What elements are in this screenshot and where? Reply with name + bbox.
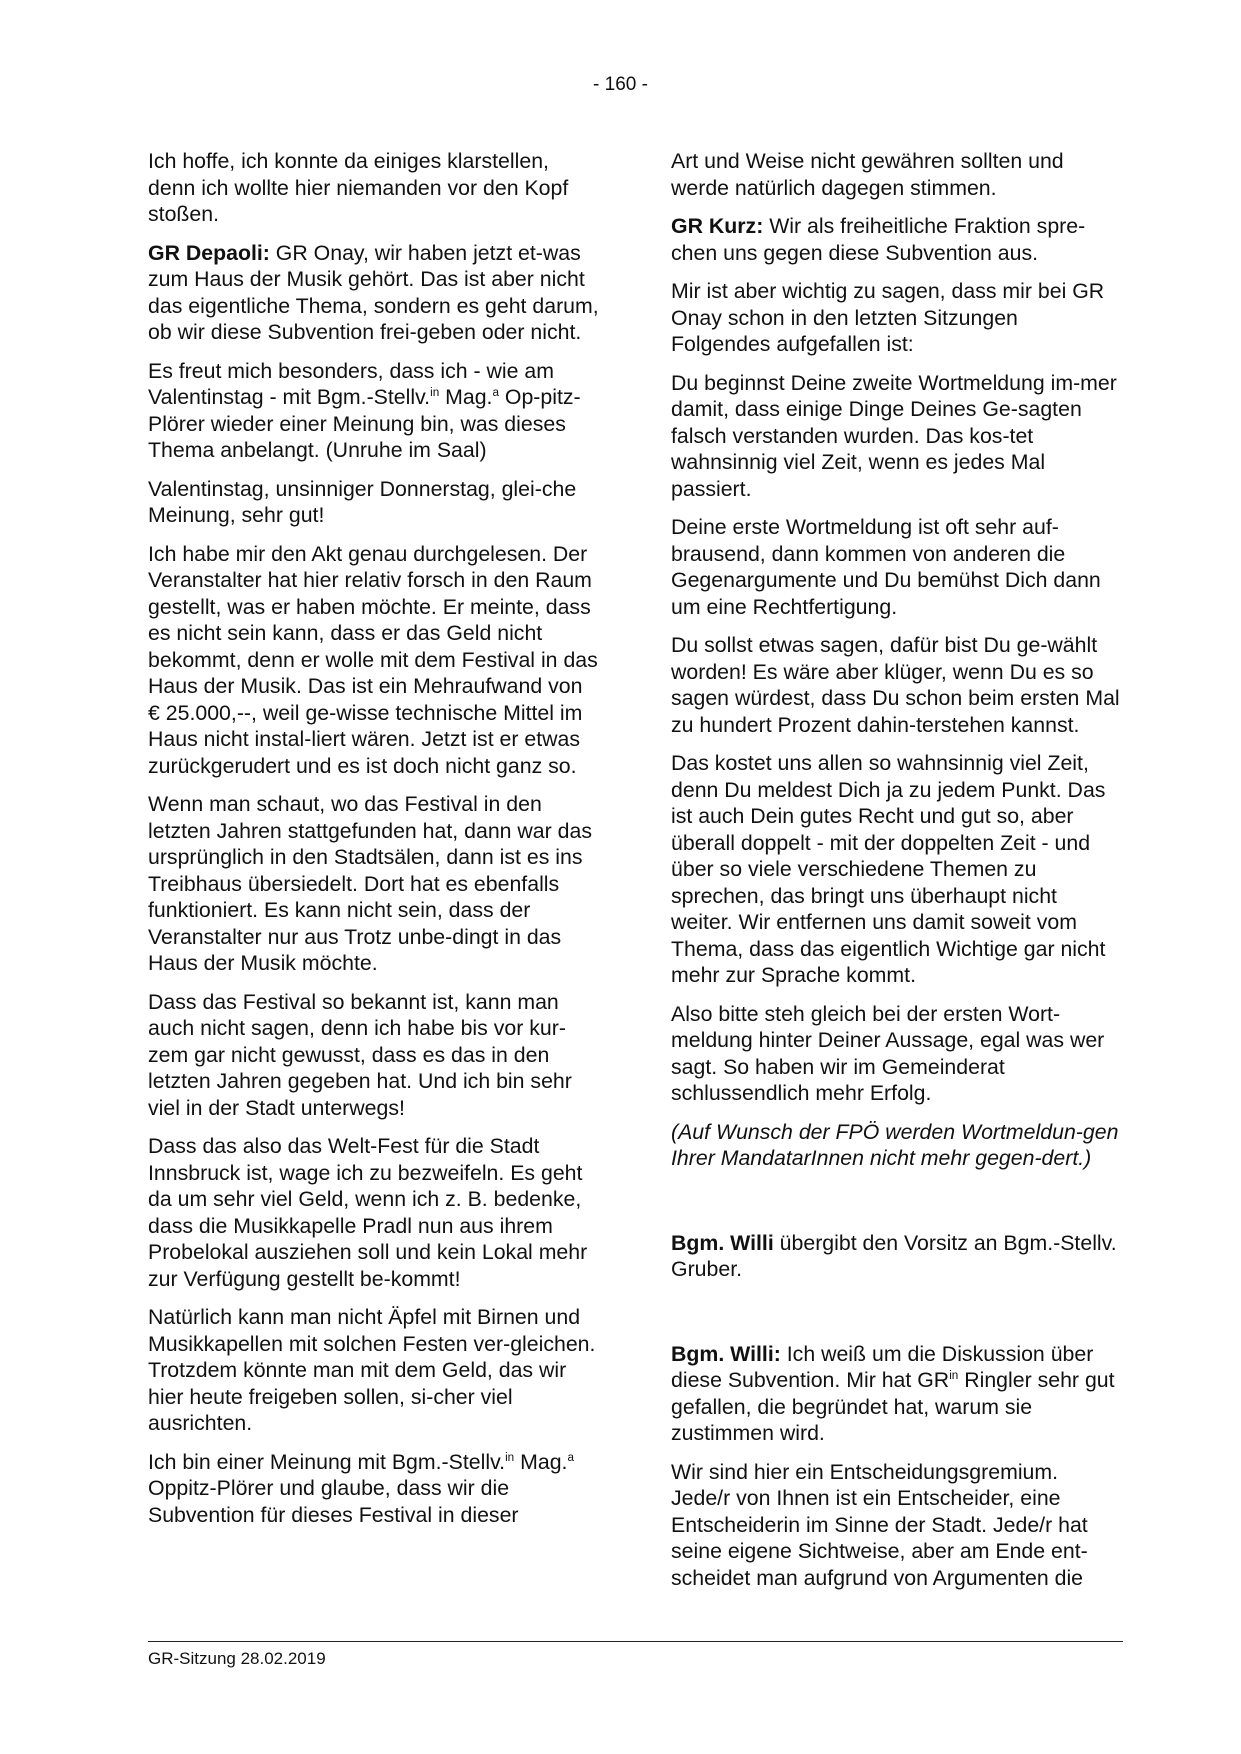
paragraph-text: Ich hoffe, ich konnte da einiges klarstellen, denn ich wollte hier niemanden vor den Kopf stoßen. bbox=[148, 149, 569, 226]
speaker-paragraph bbox=[671, 1341, 1123, 1447]
paragraph bbox=[148, 358, 600, 464]
paragraph-text: Ich weiß um die Diskussion über diese Subvention. Mir hat $GR^{in}$ Ringler sehr gut gefallen, die begründet hat, warum sie zustimmen wird. bbox=[671, 1341, 1115, 1445]
paragraph-text: Du sollst etwas sagen, dafür bist Du ge-wählt worden! Es wäre aber klüger, wenn Du es so sagen würdest, dass Du schon beim ersten Mal zu hundert Prozent dahin-terstehen kannst. bbox=[671, 633, 1120, 737]
paragraph-text: Dass das also das Welt-Fest für die Stadt Innsbruck ist, wage ich zu bezweifeln. Es geht da um sehr viel Geld, wenn ich z. B. bedenke, dass die Musikkapelle Pradl nun aus ihrem Probelokal ausziehen soll und kein Lokal mehr zur Verfügung gestellt be-kommt! bbox=[148, 1134, 588, 1291]
paragraph-text: Wir als freiheitliche Fraktion spre-chen uns gegen diese Subvention aus. bbox=[671, 214, 1086, 265]
paragraph bbox=[671, 370, 1123, 503]
paragraph bbox=[148, 1304, 600, 1437]
paragraph-text: übergibt den Vorsitz an Bgm.-Stellv. Gruber. bbox=[671, 1230, 1117, 1281]
paragraph bbox=[671, 1001, 1123, 1107]
paragraph bbox=[148, 1449, 600, 1529]
paragraph-text: Mir ist aber wichtig zu sagen, dass mir bei GR Onay schon in den letzten Sitzungen Folgendes aufgefallen ist: bbox=[671, 279, 1105, 356]
paragraph bbox=[671, 278, 1123, 358]
paragraph bbox=[148, 541, 600, 780]
paragraph-text: Art und Weise nicht gewähren sollten und werde natürlich dagegen stimmen. bbox=[671, 149, 1064, 200]
right-column bbox=[671, 148, 1123, 1603]
paragraph-text: GR Onay, wir haben jetzt et-was zum Haus der Musik gehört. Das ist aber nicht das eigentliche Thema, sondern es geht darum, ob wir diese Subvention frei-geben oder nicht. bbox=[148, 240, 599, 344]
speaker-name: GR Kurz: bbox=[671, 214, 764, 238]
paragraph-text: Wenn man schaut, wo das Festival in den letzten Jahren stattgefunden hat, dann war das ursprünglich in den Stadtsälen, dann ist es ins Treibhaus übersiedelt. Dort hat es ebenfalls funktioniert. Es kann nicht sein, dass der Veranstalter nur aus Trotz unbe-dingt in das Haus der Musik möchte. bbox=[148, 792, 592, 975]
paragraph-text: Ich habe mir den Akt genau durchgelesen. Der Veranstalter hat hier relativ forsch in den Raum gestellt, was er haben möchte. Er meinte, dass es nicht sein kann, dass er das Geld nicht bekommt, denn er wolle mit dem Festival in das Haus der Musik. Das ist ein Mehraufwand von € 25.000,--, weil ge-wisse technische Mittel im Haus nicht instal-liert wären. Jetzt ist er etwas zurückgerudert und es ist doch nicht ganz so. bbox=[148, 541, 598, 778]
speaker-name: GR Depaoli: bbox=[148, 240, 270, 265]
editorial-note bbox=[671, 1119, 1123, 1172]
footer-session-date: GR-Sitzung 28.02.2019 bbox=[148, 1649, 326, 1668]
paragraph bbox=[148, 148, 600, 228]
paragraph bbox=[671, 1459, 1123, 1592]
paragraph bbox=[148, 791, 600, 977]
paragraph bbox=[671, 750, 1123, 989]
paragraph-text: Ich bin einer Meinung mit Bgm.-Stellv.$^{in}$ Mag.$^a$ Oppitz-Plörer und glaube, dass wir die Subvention für dieses Festival in dieser bbox=[148, 1449, 574, 1527]
section-spacer bbox=[671, 1184, 1123, 1230]
paragraph-text: Es freut mich besonders, dass ich - wie am Valentinstag - mit Bgm.-Stellv.$^{in}$ Mag.$^a$ Op-pitz-Plörer wieder einer Meinung bin, was dieses Thema anbelangt. (Unruhe im Saal) bbox=[148, 358, 581, 462]
speaker-name: Bgm. Willi: bbox=[671, 1341, 781, 1366]
paragraph-text: Also bitte steh gleich bei der ersten Wort-meldung hinter Deiner Aussage, egal was wer sagt. So haben wir im Gemeinderat schlussendlich mehr Erfolg. bbox=[671, 1001, 1105, 1105]
paragraph-text: Du beginnst Deine zweite Wortmeldung im-mer damit, dass einige Dinge Deines Ge-sagten falsch verstanden wurden. Das kos-tet wahnsinnig viel Zeit, wenn es jedes Mal passiert. bbox=[671, 370, 1117, 501]
paragraph-text: Das kostet uns allen so wahnsinnig viel Zeit, denn Du meldest Dich ja zu jedem Punkt. Das ist auch Dein gutes Recht und gut so, aber überall doppelt - mit der doppelten Zeit - und über so viele verschiedene Themen zu sprechen, das bringt uns überhaupt nicht weiter. Wir entfernen uns damit soweit vom Thema, dass das eigentlich Wichtige gar nicht mehr zur Sprache kommt. bbox=[671, 751, 1106, 987]
speaker-paragraph bbox=[671, 1230, 1123, 1283]
speaker-paragraph bbox=[148, 240, 600, 346]
paragraph-text: Natürlich kann man nicht Äpfel mit Birnen und Musikkapellen mit solchen Festen ver-gleichen. Trotzdem könnte man mit dem Geld, das wir hier heute freigeben sollen, si-cher viel ausrichten. bbox=[148, 1305, 596, 1435]
paragraph bbox=[671, 148, 1123, 201]
speaker-paragraph bbox=[671, 213, 1123, 266]
speaker-name: Bgm. Willi bbox=[671, 1230, 774, 1255]
section-spacer bbox=[671, 1295, 1123, 1341]
paragraph-text: Wir sind hier ein Entscheidungsgremium. Jede/r von Ihnen ist ein Entscheider, eine Entscheiderin im Sinne der Stadt. Jede/r hat seine eigene Sichtweise, aber am Ende ent-scheidet man aufgrund von Argumenten die bbox=[671, 1459, 1088, 1590]
paragraph-text: (Auf Wunsch der FPÖ werden Wortmeldun-gen Ihrer MandatarInnen nicht mehr gegen-dert.) bbox=[671, 1119, 1119, 1170]
paragraph bbox=[148, 989, 600, 1122]
paragraph-text: Deine erste Wortmeldung ist oft sehr auf-brausend, dann kommen von anderen die Gegenargumente und Du bemühst Dich dann um eine Rechtfertigung. bbox=[671, 515, 1101, 619]
paragraph bbox=[148, 476, 600, 529]
page-number: - 160 - bbox=[593, 74, 648, 95]
footer-divider bbox=[148, 1641, 1123, 1642]
paragraph bbox=[671, 514, 1123, 620]
paragraph-text: Valentinstag, unsinniger Donnerstag, glei-che Meinung, sehr gut! bbox=[148, 476, 577, 527]
left-column bbox=[148, 148, 600, 1540]
paragraph bbox=[148, 1133, 600, 1292]
paragraph-text: Dass das Festival so bekannt ist, kann man auch nicht sagen, denn ich habe bis vor kur-zem gar nicht gewusst, dass es das in den letzten Jahren gegeben hat. Und ich bin sehr viel in der Stadt unterwegs! bbox=[148, 989, 572, 1120]
paragraph bbox=[671, 632, 1123, 738]
